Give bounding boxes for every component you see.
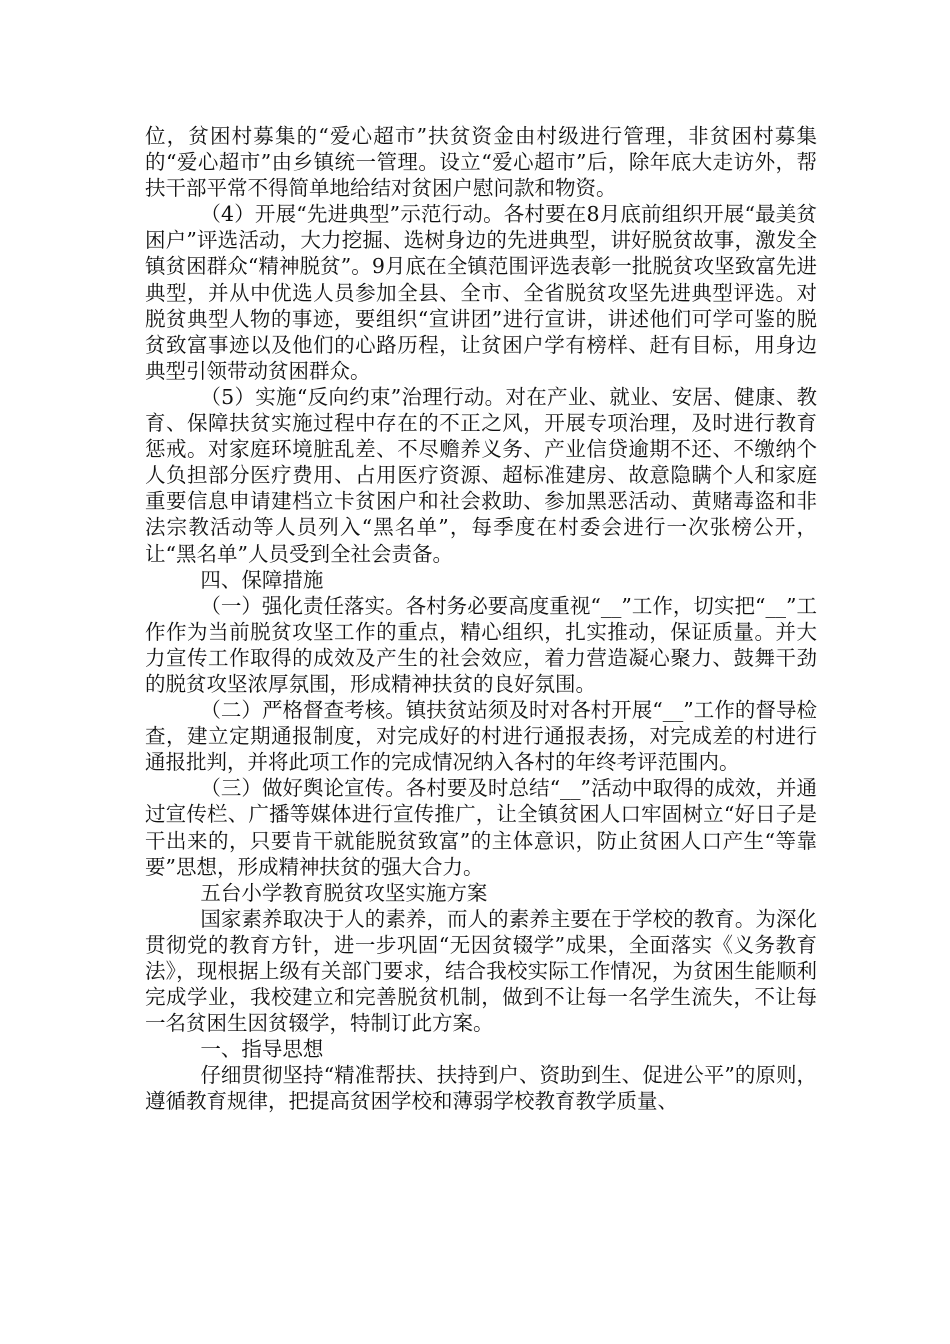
document-page xyxy=(145,123,817,1115)
paragraph-responsibility: （一）强化责任落实。各村务必要高度重视“__”工作，切实把“__”工作作为当前脱贫攻坚工作的重点，精心组织，扎实推动，保证质量。并大力宣传工作取得的成效及产生的社会效应，着力营造凝心聚力、鼓舞干劲的脱贫攻坚浓厚氛围，形成精神扶贫的良好氛围。 xyxy=(145,593,817,696)
paragraph-supervision: （二）严格督查考核。镇扶贫站须及时对各村开展“__”工作的督导检查，建立定期通报制度，对完成好的村进行通报表扬，对完成差的村进行通报批判，并将此项工作的完成情况纳入各村的年终考评范围内。 xyxy=(145,698,817,775)
section-heading-safeguards: 四、保障措施 xyxy=(200,567,324,592)
paragraph-introduction: 国家素养取决于人的素养，而人的素养主要在于学校的教育。为深化贯彻党的教育方针，进一步巩固“无因贫辍学”成果，全面落实《义务教育法》，现根据上级有关部门要求，结合我校实际工作情况，为贫困生能顺利完成学业，我校建立和完善脱贫机制，做到不让每一名学生流失，不让每一名贫困生因贫辍学，特制订此方案。 xyxy=(145,906,817,1036)
paragraph-guiding-ideology: 仔细贯彻坚持“精准帮扶、扶持到户、资助到生、促进公平”的原则，遵循教育规律，把提高贫困学校和薄弱学校教育教学质量、 xyxy=(145,1063,817,1114)
document-title-wutai-school-plan: 五台小学教育脱贫攻坚实施方案 xyxy=(200,880,488,905)
paragraph-reverse-constraint-action: （5）实施“反向约束”治理行动。对在产业、就业、安居、健康、教育、保障扶贫实施过程中存在的不正之风，开展专项治理，及时进行教育惩戒。对家庭环境脏乱差、不尽赡养义务、产业信贷逾期不还、不缴纳个人负担部分医疗费用、占用医疗资源、超标准建房、故意隐瞒个人和家庭重要信息申请建档立卡贫困户和社会救助、参加黑恶活动、黄赌毒盗和非法宗教活动等人员列入“黑名单”，每季度在村委会进行一次张榜公开，让“黑名单”人员受到全社会责备。 xyxy=(145,384,817,566)
section-heading-guiding-ideology: 一、指导思想 xyxy=(200,1037,324,1062)
paragraph-publicity: （三）做好舆论宣传。各村要及时总结“__”活动中取得的成效，并通过宣传栏、广播等媒体进行宣传推广，让全镇贫困人口牢固树立“好日子是干出来的，只要肯干就能脱贫致富”的主体意识，防止贫困人口产生“等靠要”思想，形成精神扶贫的强大合力。 xyxy=(145,776,817,879)
paragraph-advanced-model-action: （4）开展“先进典型”示范行动。各村要在8月底前组织开展“最美贫困户”评选活动，大力挖掘、选树身边的先进典型，讲好脱贫故事，激发全镇贫困群众“精神脱贫”。9月底在全镇范围评选表彰一批脱贫攻坚致富先进典型，并从中优选人员参加全县、全市、全省脱贫攻坚先进典型评选。对脱贫典型人物的事迹，要组织“宣讲团”进行宣讲，讲述他们可学可鉴的脱贫致富事迹以及他们的心路历程，让贫困户学有榜样、赶有目标，用身边典型引领带动贫困群众。 xyxy=(145,202,817,383)
paragraph-continuation: 位，贫困村募集的“爱心超市”扶贫资金由村级进行管理，非贫困村募集的“爱心超市”由乡镇统一管理。设立“爱心超市”后，除年底大走访外，帮扶干部平常不得简单地给结对贫困户慰问款和物资。 xyxy=(145,124,817,201)
